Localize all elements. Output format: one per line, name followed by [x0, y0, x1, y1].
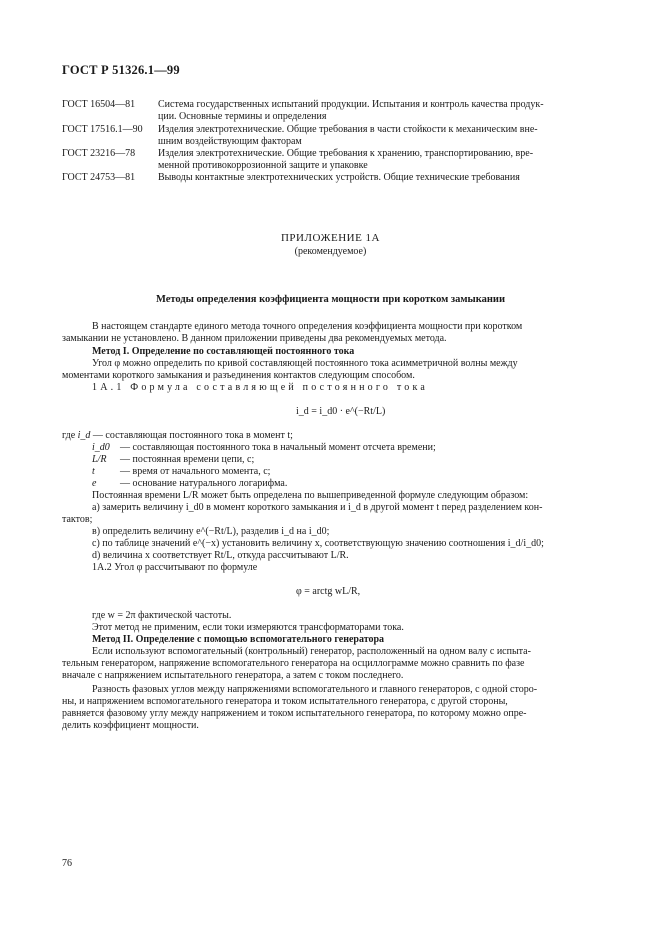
reference-desc: Изделия электротехнические. Общие требования в части стойкости к механическим вне-: [158, 124, 538, 135]
method2-para: делить коэффициент мощности.: [62, 720, 199, 731]
legend-text: — время от начального момента, с;: [120, 466, 271, 477]
method2-para: тельным генератором, напряжение вспомогательного генератора на осциллограмме можно сравнить по фазе: [62, 658, 525, 669]
legend-symbol: e: [92, 478, 97, 489]
formula-phase-angle: φ = arctg wL/R,: [296, 586, 361, 597]
legend-symbol: t: [92, 466, 95, 477]
legend-text: — основание натурального логарифма.: [120, 478, 288, 489]
formula2-heading: 1А.2 Угол φ рассчитывают по формуле: [92, 562, 258, 573]
appendix-title: ПРИЛОЖЕНИЕ 1А: [280, 232, 380, 244]
reference-desc: ции. Основные термины и определения: [158, 111, 327, 122]
step-a: а) замерить величину i_d0 в момент короткого замыкания и i_d в другой момент t перед разделением кон-: [92, 502, 543, 513]
step-c: с) по таблице значений e^(−x) установить величину x, соответствующую значению соотношения i_d/i_d0;: [92, 538, 544, 549]
legend-symbol: i_d: [77, 430, 91, 441]
reference-desc: Изделия электротехнические. Общие требования к хранению, транспортированию, вре-: [158, 148, 534, 159]
legend-symbol: i_d0: [92, 442, 110, 453]
legend-text: — постоянная времени цепи, с;: [120, 454, 255, 465]
method2-para: Если используют вспомогательный (контрольный) генератор, расположенный на одном валу с испыта-: [92, 646, 531, 657]
method2-para: вначале с напряжением испытательного генератора, а затем с током последнего.: [62, 670, 404, 681]
method2-para: Разность фазовых углов между напряжениями вспомогательного и главного генераторов, с одной сторо-: [92, 684, 538, 695]
intro-line: замыкании не установлено. В данном приложении приведены два рекомендуемых метода.: [62, 333, 447, 344]
legend-text: — составляющая постоянного тока в начальный момент отсчета времени;: [120, 442, 436, 453]
reference-desc: менной противокоррозионной защите и упаковке: [158, 160, 368, 171]
formula-dc-component: i_d = i_d0 · e^(−Rt/L): [296, 406, 386, 417]
legend-symbol: L/R: [92, 454, 107, 465]
step-a-cont: тактов;: [62, 514, 93, 525]
method1-note: Этот метод не применим, если токи измеряются трансформаторами тока.: [92, 622, 404, 633]
method1-para: Угол φ можно определить по кривой составляющей постоянного тока асимметричной волны между: [92, 358, 518, 369]
step-d: d) величина x соответствует Rt/L, откуда рассчитывают L/R.: [92, 550, 349, 561]
reference-code: ГОСТ 16504—81: [62, 99, 136, 110]
method2-para: ны, и напряжением вспомогательного генератора и током испытательного генератора, с другой стороны,: [62, 696, 508, 707]
intro-line: В настоящем стандарте единого метода точного определения коэффициента мощности при коротком: [92, 321, 523, 332]
reference-code: ГОСТ 23216—78: [62, 148, 136, 159]
formula2-legend: где w = 2π фактической частоты.: [92, 610, 232, 621]
appendix-subtitle: (рекомендуемое): [294, 246, 367, 257]
method1-heading: Метод I. Определение по составляющей постоянного тока: [92, 346, 355, 357]
reference-desc: шним воздействующим факторам: [158, 136, 302, 147]
method1-para: моментами короткого замыкания и разъединения контактов следующим способом.: [62, 370, 415, 381]
formula-heading: 1А.1 Формула составляющей постоянного тока: [92, 382, 429, 393]
document-header: ГОСТ Р 51326.1—99: [62, 63, 180, 77]
page-number: 76: [62, 858, 72, 869]
section-title: Методы определения коэффициента мощности при коротком замыкании: [155, 294, 506, 305]
method2-heading: Метод II. Определение с помощью вспомогательного генератора: [92, 634, 385, 645]
step-b: в) определить величину e^(−Rt/L), разделив i_d на i_d0;: [92, 526, 330, 537]
reference-code: ГОСТ 17516.1—90: [62, 124, 143, 135]
reference-desc: Выводы контактные электротехнических устройств. Общие технические требования: [158, 172, 520, 183]
legend-text: — составляющая постоянного тока в момент t;: [92, 430, 293, 441]
method2-para: равняется фазовому углу между напряжением и током испытательного генератора, по которому можно опре-: [62, 708, 527, 719]
reference-code: ГОСТ 24753—81: [62, 172, 136, 183]
steps-intro: Постоянная времени L/R может быть определена по вышеприведенной формуле следующим образом:: [92, 490, 529, 501]
reference-desc: Система государственных испытаний продукции. Испытания и контроль качества продук-: [158, 99, 544, 110]
